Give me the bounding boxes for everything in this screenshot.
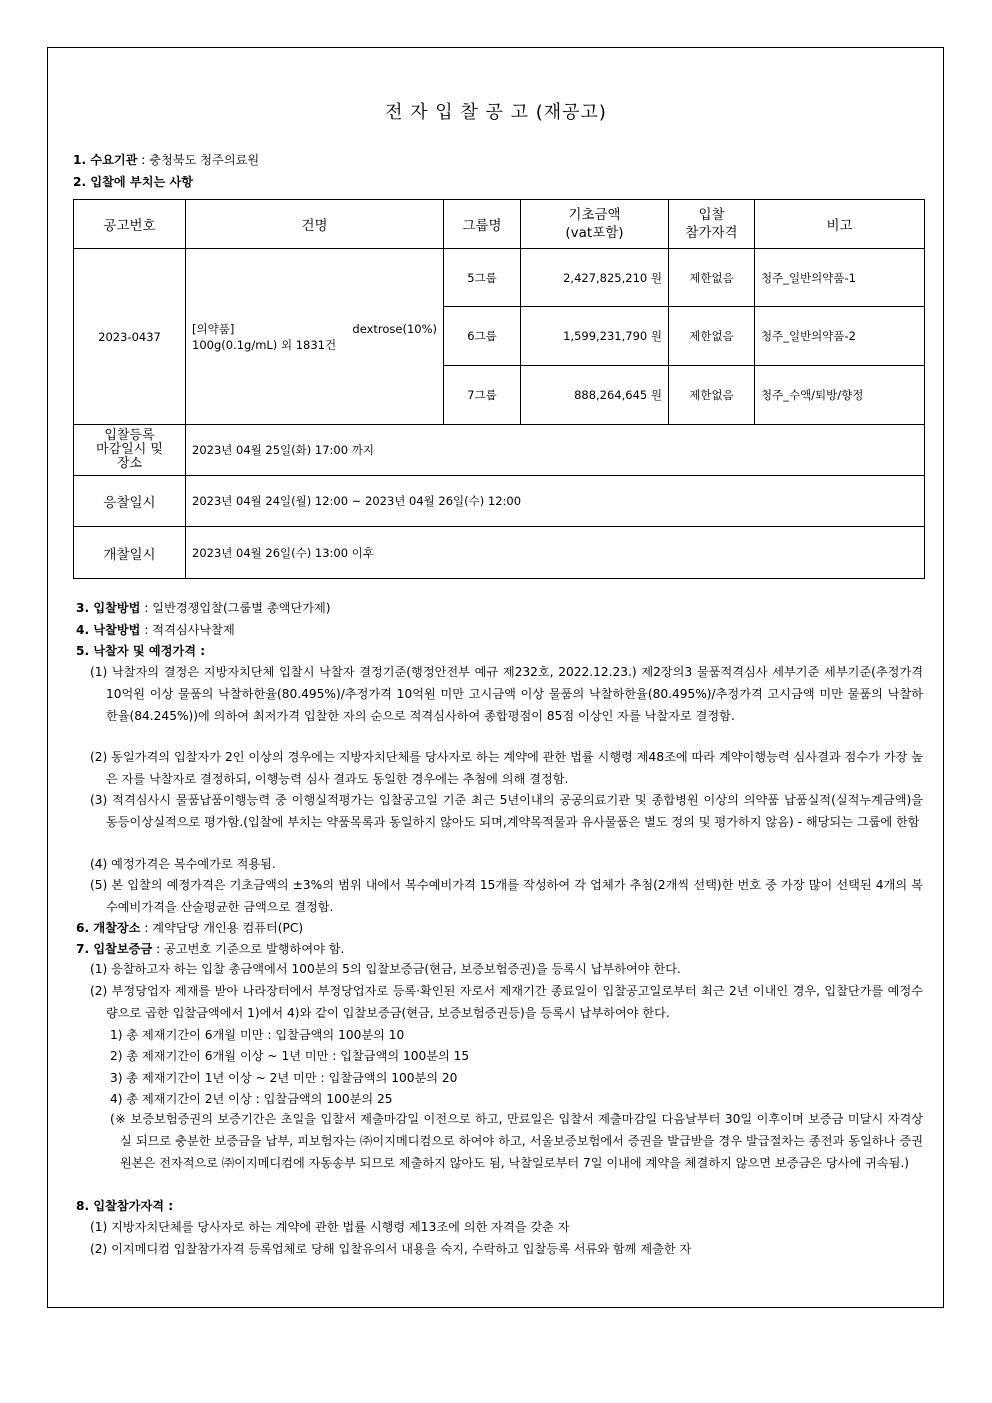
opening-value: 2023년 04월 26일(수) 13:00 이후 bbox=[186, 527, 925, 579]
section-3-text: : 일반경쟁입찰(그룹별 총액단가제) bbox=[144, 601, 331, 615]
section-7-item-2: (2) 부정당업자 제재를 받아 나라장터에서 부정당업자로 등록·확인된 자로서 제재기간 종료일이 입찰공고일로부터 최근 2년 이내인 경우, 입찰단가를 예정수량으로 곱한 입찰금액에서 1)에서 4)와 같이 입찰보증금(현금, 보증보험증권등)을 등록시 납부하여야 한다. bbox=[90, 984, 923, 1020]
notice-number: 2023-0437 bbox=[74, 249, 186, 425]
header-qual-line1: 입찰 bbox=[698, 207, 725, 223]
group-cell: 6그룹 bbox=[444, 307, 521, 366]
registration-value: 2023년 04월 25일(화) 17:00 까지 bbox=[186, 425, 925, 476]
section-7-text: : 공고번호 기준으로 발행하여야 함. bbox=[156, 942, 345, 956]
section-8-item-2: (2) 이지메디컴 입찰참가자격 등록업체로 당해 입찰유의서 내용을 숙지, 수락하고 입찰등록 서류와 함께 제출한 자 bbox=[90, 1242, 692, 1256]
section-5-item-2: (2) 동일가격의 입찰자가 2인 이상의 경우에는 지방자치단체를 당사자로 하는 계약에 관한 법률 시행령 제48조에 따라 계약이행능력 심사결과 점수가 가장 높은 자를 낙찰자로 결정하되, 이행능력 심사 결과도 동일한 경우에는 추첨에 의해 결정함. bbox=[90, 750, 923, 786]
section-6-text: : 계약담당 개인용 컴퓨터(PC) bbox=[144, 921, 304, 935]
group-cell: 5그룹 bbox=[444, 249, 521, 307]
bid-table bbox=[73, 199, 925, 579]
item-name-part1: [의약품] bbox=[192, 321, 235, 336]
section-7-label: 7. 입찰보증금 bbox=[76, 942, 153, 956]
header-qualification bbox=[669, 200, 755, 249]
table-header-row bbox=[74, 200, 925, 249]
section-2-label: 2. 입찰에 부치는 사항 bbox=[73, 175, 194, 189]
section-6 bbox=[76, 920, 303, 936]
header-amount-line2: (vat포함) bbox=[565, 225, 624, 241]
section-4-text: : 적격심사낙찰제 bbox=[144, 623, 235, 637]
section-5-item-4: (4) 예정가격은 복수예가로 적용됨. bbox=[90, 857, 276, 871]
qualification-cell: 제한없음 bbox=[669, 307, 755, 366]
item-name-part3: 100g(0.1g/mL) 외 1831건 bbox=[192, 337, 337, 352]
header-amount-line1: 기초금액 bbox=[568, 207, 621, 223]
note-cell: 청주_일반의약품-2 bbox=[755, 307, 925, 366]
amount-cell: 2,427,825,210 원 bbox=[521, 249, 669, 307]
group-cell: 7그룹 bbox=[444, 366, 521, 425]
amount-cell: 888,264,645 원 bbox=[521, 366, 669, 425]
section-8 bbox=[76, 1198, 173, 1214]
section-1 bbox=[73, 152, 259, 168]
header-notice-no: 공고번호 bbox=[74, 200, 186, 249]
section-7 bbox=[76, 941, 344, 957]
section-5-item-3: (3) 적격심사시 물품납품이행능력 중 이행실적평가는 입찰공고일 기준 최근 5년이내의 공공의료기관 및 종합병원 이상의 의약품 납품실적(실적누계금액)을 동등이상실적으로 평가함.(입찰에 부치는 약품목록과 동일하지 않아도 되며,계약목적물과 유사물품은 별도 정의 및 평가하지 않음) - 해당되는 그룹에 한함 bbox=[90, 793, 923, 829]
registration-label-line2: 마감일시 및 bbox=[96, 442, 163, 457]
note-cell: 청주_일반의약품-1 bbox=[755, 249, 925, 307]
penalty-item-4: 4) 총 제재기간이 2년 이상 : 입찰금액의 100분의 25 bbox=[110, 1092, 393, 1106]
item-name bbox=[186, 249, 444, 425]
item-name-part2: dextrose(10%) bbox=[352, 321, 437, 336]
section-3 bbox=[76, 600, 331, 616]
registration-row bbox=[74, 425, 925, 476]
bid-period-row bbox=[74, 476, 925, 527]
table-row bbox=[74, 249, 925, 307]
opening-label: 개찰일시 bbox=[74, 527, 186, 579]
qualification-cell: 제한없음 bbox=[669, 366, 755, 425]
header-group: 그룹명 bbox=[444, 200, 521, 249]
registration-label-line1: 입찰등록 bbox=[104, 428, 155, 443]
section-1-text: : 충청북도 청주의료원 bbox=[141, 153, 260, 167]
section-8-label: 8. 입찰참가자격 : bbox=[76, 1199, 174, 1213]
penalty-item-2: 2) 총 제재기간이 6개월 이상 ~ 1년 미만 : 입찰금액의 100분의 15 bbox=[110, 1049, 470, 1063]
section-8-item-1: (1) 지방자치단체를 당사자로 하는 계약에 관한 법률 시행령 제13조에 의한 자격을 갖춘 자 bbox=[90, 1220, 570, 1234]
section-2 bbox=[73, 174, 193, 190]
section-4-label: 4. 낙찰방법 bbox=[76, 623, 141, 637]
bid-period-label: 응찰일시 bbox=[74, 476, 186, 527]
section-7-item-1: (1) 응찰하고자 하는 입찰 총금액에서 100분의 5의 입찰보증금(현금, 보증보험증권)을 등록시 납부하여야 한다. bbox=[90, 962, 681, 976]
penalty-item-1: 1) 총 제재기간이 6개월 미만 : 입찰금액의 100분의 10 bbox=[110, 1028, 405, 1042]
section-6-label: 6. 개찰장소 bbox=[76, 921, 141, 935]
guarantee-note: (※ 보증보험증권의 보증기간은 초일을 입찰서 제출마감일 이전으로 하고, 만료일은 입찰서 제출마감일 다음날부터 30일 이후이며 보증금 미달시 자격상실 되므로 충분한 보증금을 납부, 피보험자는 ㈜이지메디컴으로 하여야 하고, 서울보증보험에서 증권을 발급받을 경우 발급절차는 종전과 동일하나 증권원본은 전자적으로 ㈜이지메디컴에 자동송부 되므로 제출하지 않아도 됨, 낙찰일로부터 7일 이내에 계약을 체결하지 않으면 보증금은 당사에 귀속됨.) bbox=[110, 1112, 923, 1170]
opening-row bbox=[74, 527, 925, 579]
section-5-item-1: (1) 낙찰자의 결정은 지방자치단체 입찰시 낙찰자 결정기준(행정안전부 예규 제232호, 2022.12.23.) 제2장의3 물품적격심사 세부기준 세부기준(추정가격 10억원 이상 물품의 낙찰하한율(80.495%)/추정가격 10억원 미만 고시금액 이상 물품의 낙찰하한율(80.495%)/추정가격 고시금액 미만 물품의 낙찰하한율(84.245%))에 의하여 최저가격 입찰한 자의 순으로 적격심사하여 종합평점이 85점 이상인 자를 낙찰자로 결정함. bbox=[90, 665, 923, 723]
page-title: 전 자 입 찰 공 고 (재공고) bbox=[385, 102, 607, 123]
note-cell: 청주_수액/퇴방/향정 bbox=[755, 366, 925, 425]
header-qual-line2: 참가자격 bbox=[685, 225, 738, 241]
section-1-label: 1. 수요기관 bbox=[73, 153, 138, 167]
section-4 bbox=[76, 622, 235, 638]
section-3-label: 3. 입찰방법 bbox=[76, 601, 141, 615]
amount-cell: 1,599,231,790 원 bbox=[521, 307, 669, 366]
registration-label bbox=[74, 425, 186, 476]
header-amount bbox=[521, 200, 669, 249]
section-5-item-5: (5) 본 입찰의 예정가격은 기초금액의 ±3%의 범위 내에서 복수예비가격 15개를 작성하여 각 업체가 추첨(2개씩 선택)한 번호 중 가장 많이 선택된 4개의 복수예비가격을 산술평균한 금액으로 결정함. bbox=[90, 878, 923, 914]
section-5 bbox=[76, 643, 205, 659]
penalty-item-3: 3) 총 제재기간이 1년 이상 ~ 2년 미만 : 입찰금액의 100분의 20 bbox=[110, 1071, 458, 1085]
section-5-label: 5. 낙찰자 및 예정가격 : bbox=[76, 644, 206, 658]
qualification-cell: 제한없음 bbox=[669, 249, 755, 307]
header-note: 비고 bbox=[755, 200, 925, 249]
bid-period-value: 2023년 04월 24일(월) 12:00 ~ 2023년 04월 26일(수) 12:00 bbox=[186, 476, 925, 527]
header-item-name: 건명 bbox=[186, 200, 444, 249]
registration-label-line3: 장소 bbox=[116, 456, 143, 471]
